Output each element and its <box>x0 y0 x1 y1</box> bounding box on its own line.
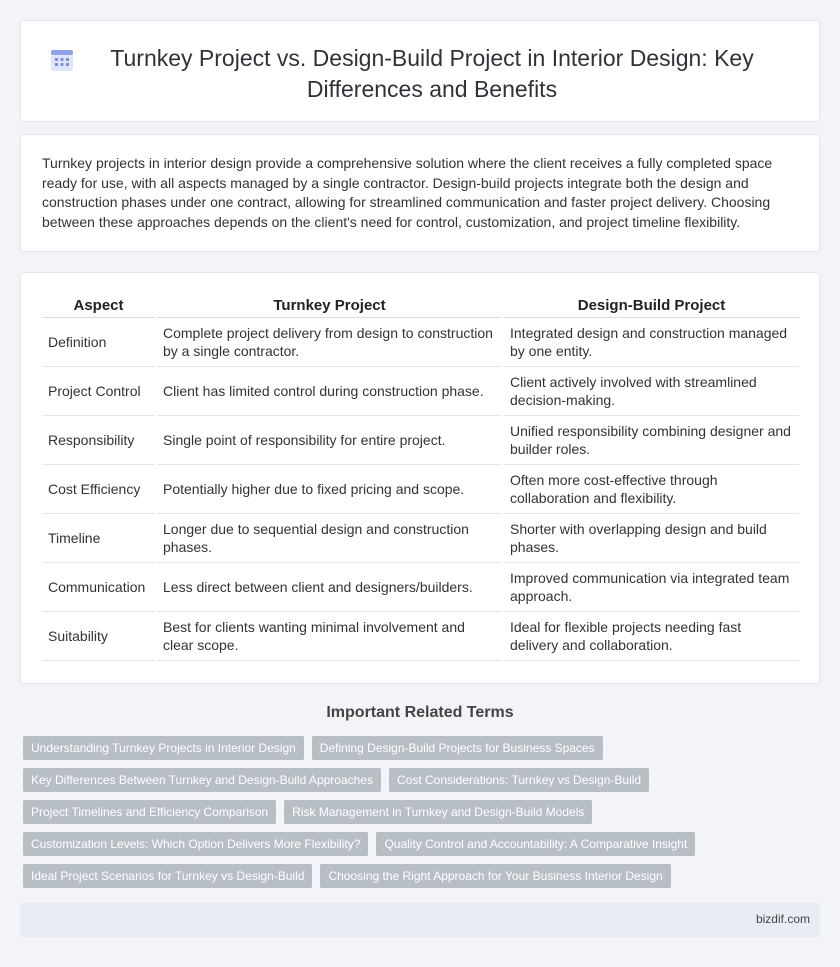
page-title: Turnkey Project vs. Design-Build Project in Interior Design: Key Differences and Benefits <box>110 45 754 102</box>
cell-aspect: Suitability <box>42 611 156 660</box>
related-term-link[interactable]: Understanding Turnkey Projects in Interior Design <box>23 736 304 760</box>
footer <box>20 903 820 937</box>
cell-design-build: Improved communication via integrated team approach. <box>503 562 799 611</box>
related-term-link[interactable]: Risk Management in Turnkey and Design-Build Models <box>284 800 592 824</box>
cell-design-build: Shorter with overlapping design and build phases. <box>503 513 799 562</box>
cell-turnkey: Potentially higher due to fixed pricing and scope. <box>156 464 503 513</box>
related-terms-title: Important Related Terms <box>326 704 514 721</box>
cell-aspect: Communication <box>42 562 156 611</box>
comparison-table <box>42 295 799 661</box>
cell-turnkey: Less direct between client and designers/builders. <box>156 562 503 611</box>
header-aspect: Aspect <box>42 295 156 317</box>
cell-turnkey: Longer due to sequential design and construction phases. <box>156 513 503 562</box>
related-term-link[interactable]: Customization Levels: Which Option Delivers More Flexibility? <box>23 832 368 856</box>
table-header-row <box>42 295 799 317</box>
table-row <box>42 317 799 366</box>
cell-design-build: Client actively involved with streamlined decision-making. <box>503 366 799 415</box>
cell-turnkey: Best for clients wanting minimal involvement and clear scope. <box>156 611 503 660</box>
intro-paragraph: Turnkey projects in interior design provide a comprehensive solution where the client receives a fully completed space ready for use, with all aspects managed by a single contractor. Design-build projects integrate both the design and construction phases under one contract, allowing for streamlined communication and faster project delivery. Choosing between these approaches depends on the client's need for control, customization, and project timeline flexibility. <box>42 155 773 230</box>
table-row <box>42 415 799 464</box>
table-row <box>42 562 799 611</box>
cell-aspect: Timeline <box>42 513 156 562</box>
header-turnkey: Turnkey Project <box>156 295 503 317</box>
cell-design-build: Unified responsibility combining designer and builder roles. <box>503 415 799 464</box>
comparison-card <box>20 272 820 684</box>
cell-turnkey: Single point of responsibility for entire project. <box>156 415 503 464</box>
header-design-build: Design-Build Project <box>503 295 799 317</box>
table-row <box>42 611 799 660</box>
cell-design-build: Ideal for flexible projects needing fast delivery and collaboration. <box>503 611 799 660</box>
cell-aspect: Definition <box>42 317 156 366</box>
related-term-link[interactable]: Choosing the Right Approach for Your Business Interior Design <box>320 864 670 888</box>
related-term-link[interactable]: Key Differences Between Turnkey and Design-Build Approaches <box>23 768 381 792</box>
related-term-link[interactable]: Cost Considerations: Turnkey vs Design-Build <box>389 768 649 792</box>
footer-site-name: bizdif.com <box>755 912 810 926</box>
table-row <box>42 464 799 513</box>
related-term-link[interactable]: Ideal Project Scenarios for Turnkey vs Design-Build <box>23 864 312 888</box>
cell-design-build: Integrated design and construction managed by one entity. <box>503 317 799 366</box>
related-term-link[interactable]: Defining Design-Build Projects for Business Spaces <box>312 736 603 760</box>
related-term-link[interactable]: Quality Control and Accountability: A Comparative Insight <box>376 832 695 856</box>
cell-aspect: Responsibility <box>42 415 156 464</box>
intro-card <box>20 134 820 252</box>
table-row <box>42 366 799 415</box>
related-term-link[interactable]: Project Timelines and Efficiency Comparison <box>23 800 276 824</box>
cell-turnkey: Complete project delivery from design to construction by a single contractor. <box>156 317 503 366</box>
table-row <box>42 513 799 562</box>
cell-turnkey: Client has limited control during construction phase. <box>156 366 503 415</box>
cell-aspect: Project Control <box>42 366 156 415</box>
title-card <box>20 20 820 122</box>
cell-aspect: Cost Efficiency <box>42 464 156 513</box>
cell-design-build: Often more cost-effective through collaboration and flexibility. <box>503 464 799 513</box>
related-terms-list <box>23 736 743 896</box>
